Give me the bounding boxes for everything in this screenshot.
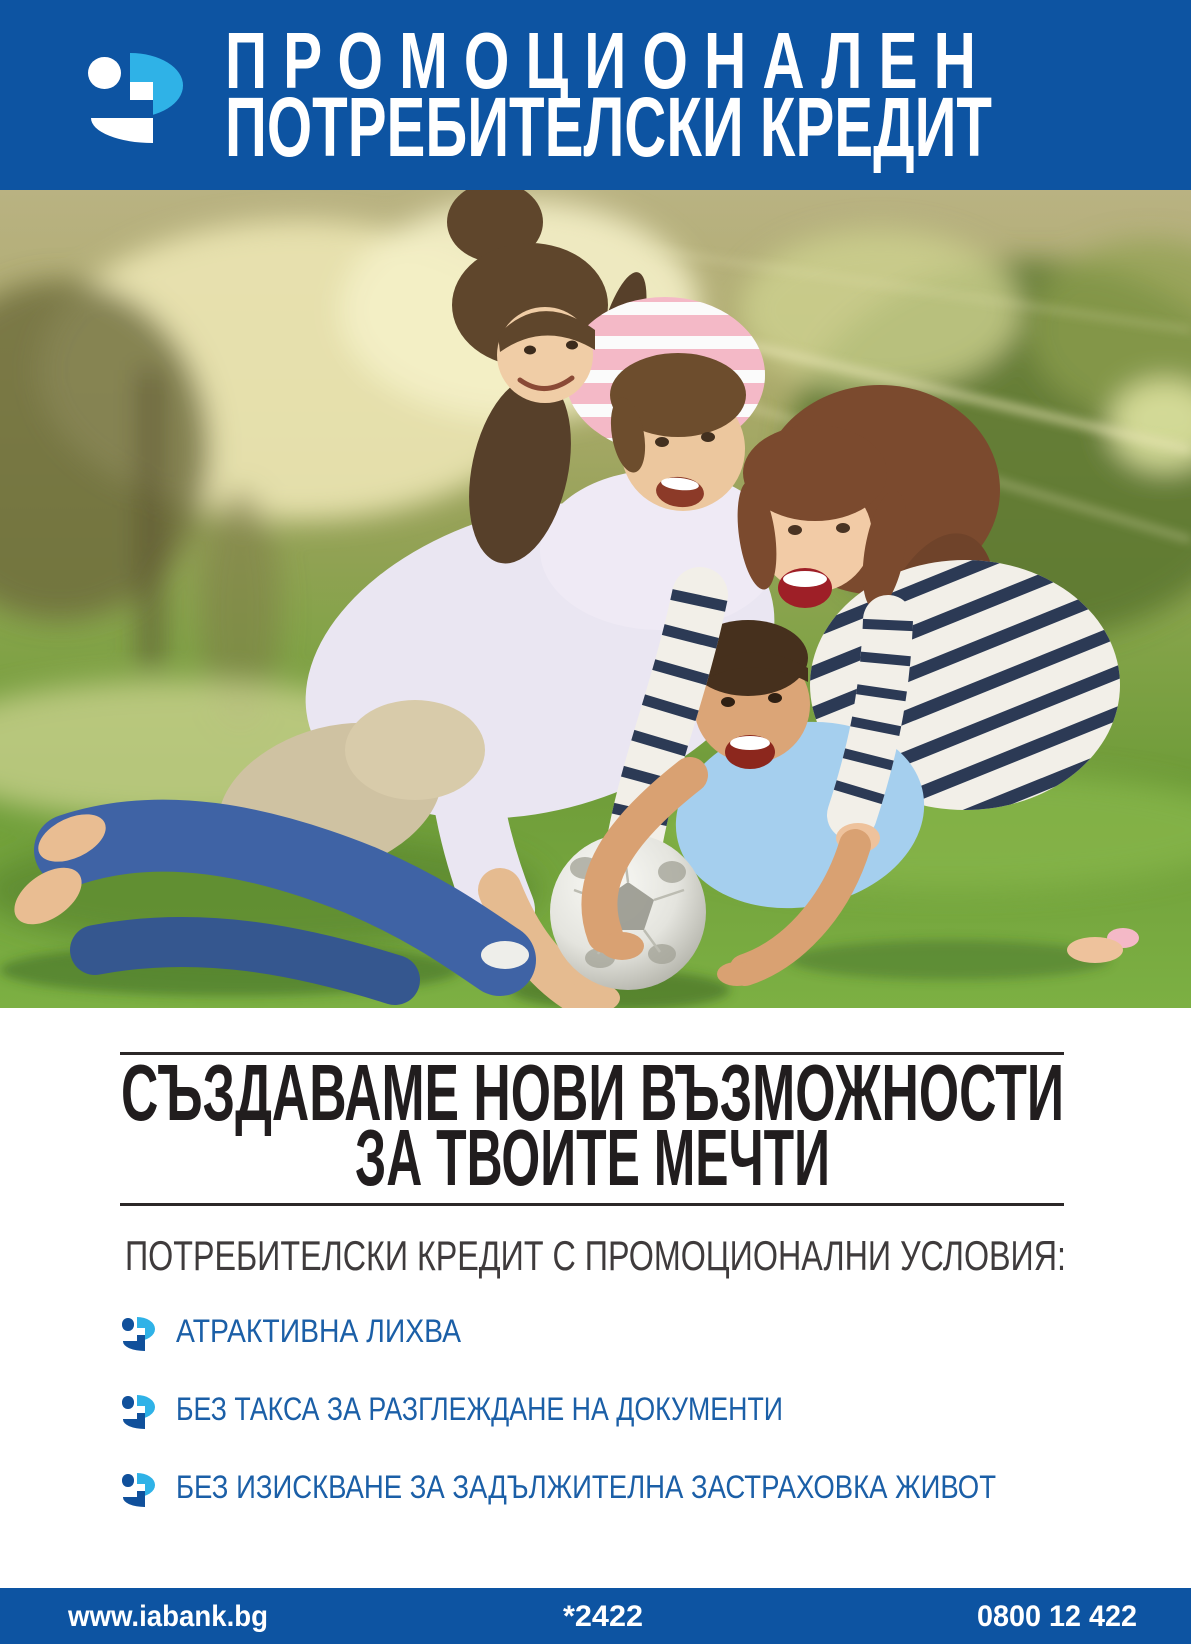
logo-base-quarter-shape: [91, 118, 153, 143]
bullet-3-label: БЕЗ ИЗИСКВАНЕ ЗА ЗАДЪЛЖИТЕЛНА ЗАСТРАХОВКА ЖИВОТ: [176, 1469, 996, 1505]
footer-phone: 0800 12 422: [977, 1600, 1137, 1633]
headline-line1: СЪЗДАВАМЕ НОВИ ВЪЗМОЖНОСТИ: [121, 1048, 1064, 1137]
header-band: [0, 0, 1191, 190]
logo-dark-square-shape: [130, 100, 153, 118]
logo-dot-shape: [88, 57, 121, 89]
footer-short-number: *2422: [563, 1600, 643, 1633]
logo-white-square-shape: [130, 82, 153, 100]
headline-line2: ЗА ТВОИТЕ МЕЧТИ: [355, 1113, 830, 1202]
footer-band: [0, 1588, 1191, 1644]
bullet-2-label: БЕЗ ТАКСА ЗА РАЗГЛЕЖДАНЕ НА ДОКУМЕНТИ: [176, 1391, 783, 1427]
header-title-line1: ПРОМОЦИОНАЛЕН: [225, 16, 992, 105]
footer-website: www.iabank.bg: [68, 1600, 268, 1633]
headline-bottom-rule: [120, 1203, 1064, 1206]
bullet-1-emblem-icon: [122, 1317, 155, 1351]
header-title-line2: ПОТРЕБИТЕЛСКИ КРЕДИТ: [225, 80, 992, 174]
hero-photo: [0, 190, 1191, 1008]
iabank-logo-icon: [88, 53, 182, 143]
bullet-3-emblem-icon: [122, 1473, 155, 1507]
bullet-2-emblem-icon: [122, 1395, 155, 1429]
bullet-1-label: АТРАКТИВНА ЛИХВА: [176, 1313, 461, 1349]
promo-subtitle: ПОТРЕБИТЕЛСКИ КРЕДИТ С ПРОМОЦИОНАЛНИ УСЛОВИЯ:: [125, 1232, 1066, 1279]
